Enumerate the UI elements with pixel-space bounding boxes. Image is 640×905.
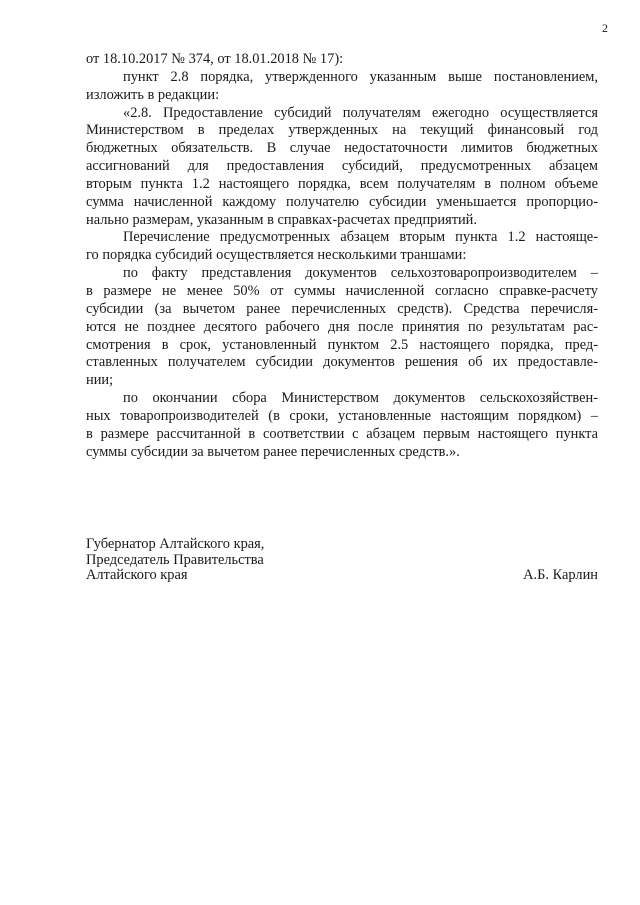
body-text-line: от 18.10.2017 № 374, от 18.01.2018 № 17): [86, 51, 344, 67]
body-text-line: Министерством в пределах утвержденных на текущий финансовый год [86, 122, 598, 139]
body-text-line: пункт 2.8 порядка, утвержденного указанным выше постановлением, [123, 68, 598, 85]
signature-title-line: Губернатор Алтайского края, [86, 536, 265, 552]
body-text-line: в размере не менее 50% от суммы начисленной согласно справке-расчету [86, 282, 598, 299]
signature-block [86, 537, 598, 584]
body-text-line: изложить в редакции: [86, 86, 220, 103]
document-body [86, 51, 598, 461]
body-text-line: ставленных получателем субсидии документов решения об их предоставле- [86, 354, 598, 371]
body-text-line: ассигнований для предоставления субсидий, предусмотренных абзацем [86, 158, 598, 175]
body-text-line: вторым пункта 1.2 настоящего порядка, всем получателям в полном объеме [86, 175, 598, 192]
body-text-line: суммы субсидии за вычетом ранее перечисленных средств.». [86, 443, 460, 460]
body-text-line: в размере рассчитанной в соответствии с абзацем первым настоящего пункта [86, 425, 598, 442]
body-text-line: нально размерам, указанным в справках-расчетах предприятий. [86, 211, 477, 228]
body-text-line: «2.8. Предоставление субсидий получателям ежегодно осуществляется [123, 104, 598, 121]
body-text-line: ных товаропроизводителей (в сроки, установленные настоящим порядком) – [86, 407, 598, 424]
page-number: 2 [602, 21, 608, 35]
body-text-line: Перечисление предусмотренных абзацем вторым пункта 1.2 настояще- [123, 229, 598, 246]
body-text-line: по факту представления документов сельхозтоваропроизводителем – [123, 265, 598, 282]
signatory-name: А.Б. Карлин [523, 567, 598, 583]
body-text-line: ются не позднее десятого рабочего дня после принятия по результатам рас- [86, 318, 598, 335]
body-text-line: го порядка субсидий осуществляется несколькими траншами: [86, 247, 467, 264]
body-text-line: субсидии (за вычетом ранее перечисленных средств). Средства перечисля- [86, 300, 598, 317]
signature-title-line: Председатель Правительства [86, 551, 264, 568]
signature-title-line: Алтайского края [86, 567, 188, 583]
body-text-line: сумма начисленной каждому получателю субсидии уменьшается пропорцио- [86, 193, 598, 210]
body-text-line: нии; [86, 372, 114, 389]
body-text-line: по окончании сбора Министерством документов сельскохозяйствен- [123, 390, 598, 407]
body-text-line: смотрения в срок, установленный пунктом 2.5 настоящего порядка, пред- [86, 336, 598, 353]
body-text-line: бюджетных обязательств. В случае недостаточности лимитов бюджетных [86, 140, 598, 157]
